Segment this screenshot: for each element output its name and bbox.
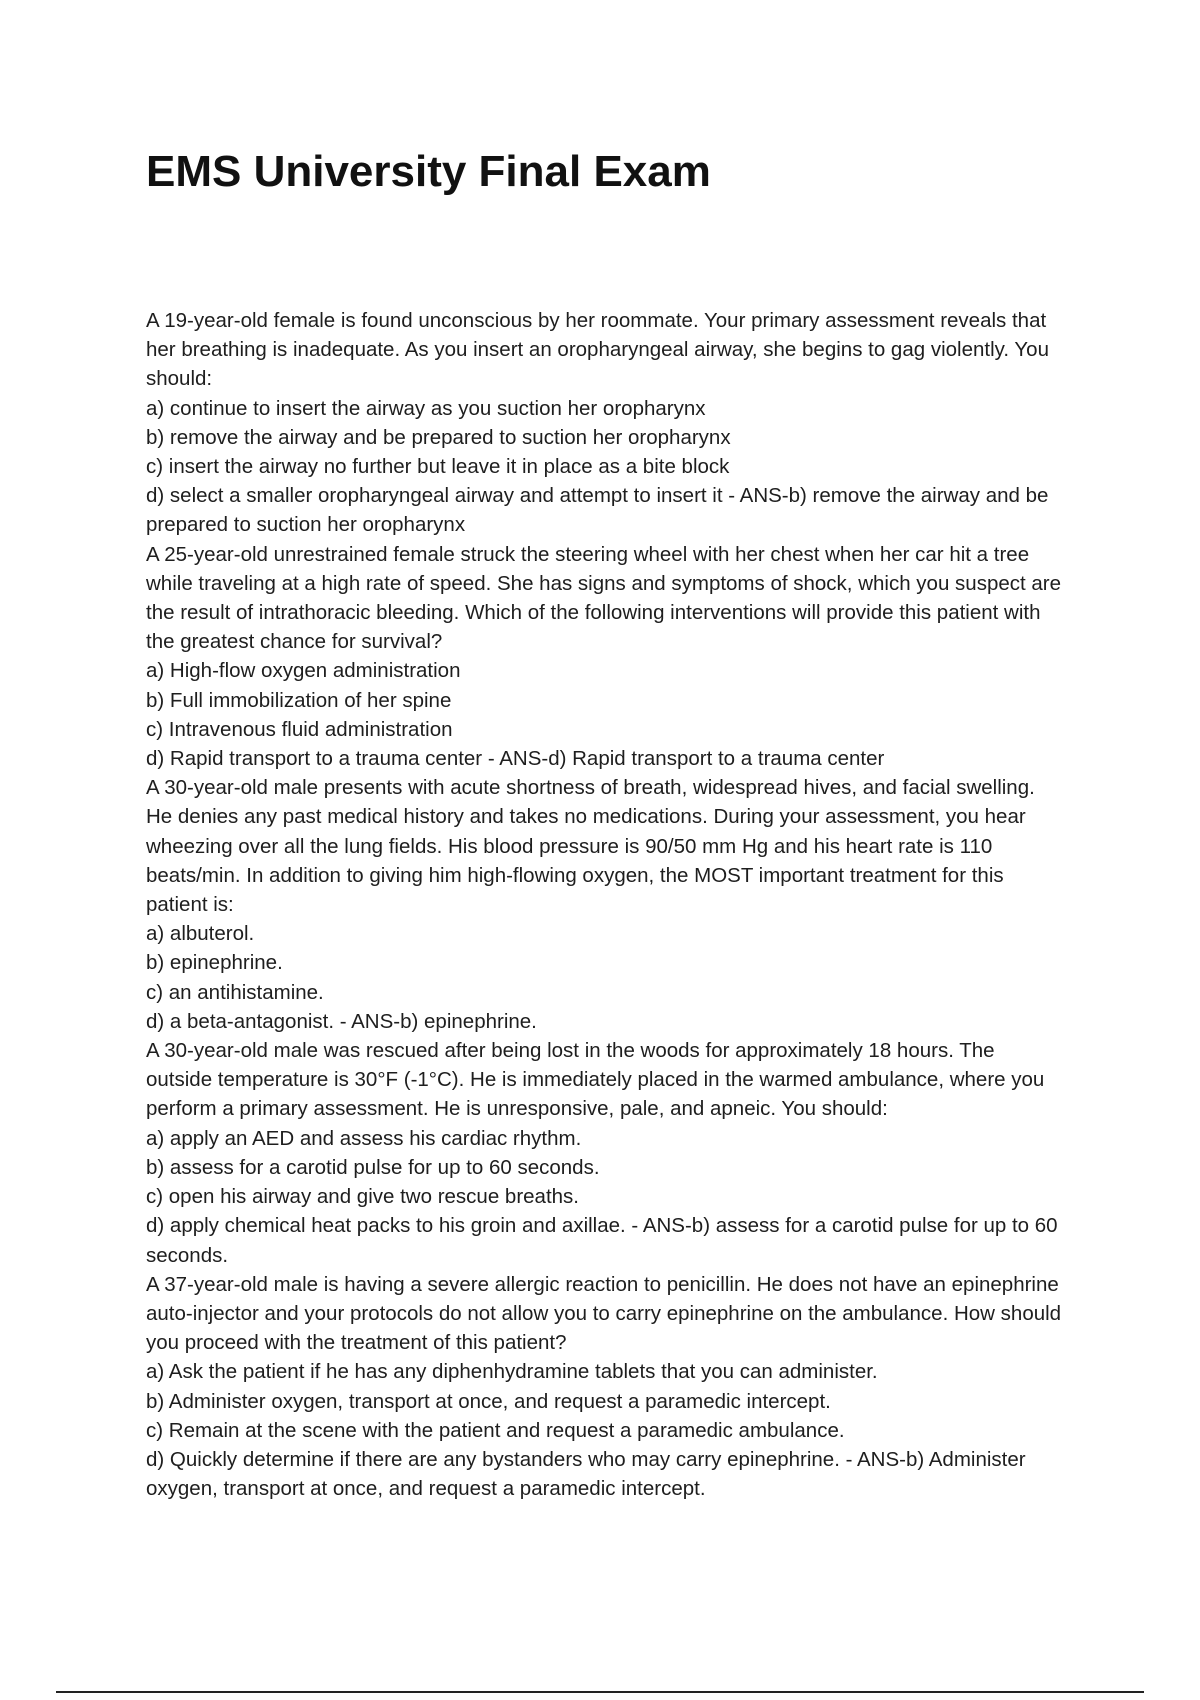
answer-option: c) Remain at the scene with the patient and request a paramedic ambulance.	[146, 1418, 845, 1442]
question-stem: A 30-year-old male presents with acute shortness of breath, widespread hives, and facial swelling. He denies any past medical history and takes no medications. During your assessment, you hear wheezing over all the lung fields. His blood pressure is 90/50 mm Hg and his heart rate is 110 beats/min. In addition to giving him high-flowing oxygen, the MOST important treatment for this patient is:	[146, 776, 1035, 917]
answer-option-with-key: d) apply chemical heat packs to his groin and axillae. - ANS-b) assess for a carotid pulse for up to 60 seconds.	[146, 1214, 1058, 1267]
question-stem: A 37-year-old male is having a severe allergic reaction to penicillin. He does not have an epinephrine auto-injector and your protocols do not allow you to carry epinephrine on the ambulance. How should you proceed with the treatment of this patient?	[146, 1272, 1062, 1355]
answer-option: a) apply an AED and assess his cardiac rhythm.	[146, 1126, 582, 1150]
answer-option: a) Ask the patient if he has any diphenhydramine tablets that you can administer.	[146, 1360, 878, 1384]
answer-option-with-key: d) select a smaller oropharyngeal airway and attempt to insert it - ANS-b) remove the airway and be prepared to suction her oropharynx	[146, 484, 1049, 537]
question-stem: A 25-year-old unrestrained female struck the steering wheel with her chest when her car hit a tree while traveling at a high rate of speed. She has signs and symptoms of shock, which you suspect are the result of intrathoracic bleeding. Which of the following interventions will provide this patient with the greatest chance for survival?	[146, 542, 1062, 654]
answer-option: b) Administer oxygen, transport at once, and request a paramedic intercept.	[146, 1389, 831, 1413]
question-5	[146, 1270, 1066, 1504]
question-3	[146, 773, 1066, 1036]
answer-option: a) continue to insert the airway as you suction her oropharynx	[146, 396, 706, 420]
answer-option: c) Intravenous fluid administration	[146, 717, 453, 741]
question-1	[146, 306, 1066, 540]
question-stem: A 19-year-old female is found unconscious by her roommate. Your primary assessment reveals that her breathing is inadequate. As you insert an oropharyngeal airway, she begins to gag violently. You should:	[146, 309, 1049, 391]
answer-option: c) open his airway and give two rescue breaths.	[146, 1185, 580, 1209]
answer-option: c) an antihistamine.	[146, 980, 324, 1004]
answer-option: b) Full immobilization of her spine	[146, 688, 452, 712]
question-2	[146, 540, 1066, 774]
answer-option: b) epinephrine.	[146, 951, 283, 975]
footer-divider	[56, 1691, 1144, 1693]
answer-option: b) remove the airway and be prepared to suction her oropharynx	[146, 425, 731, 449]
answer-option-with-key: d) a beta-antagonist. - ANS-b) epinephrine.	[146, 1009, 537, 1033]
answer-option: b) assess for a carotid pulse for up to 60 seconds.	[146, 1155, 600, 1179]
answer-option: c) insert the airway no further but leave it in place as a bite block	[146, 455, 730, 479]
answer-option-with-key: d) Rapid transport to a trauma center - ANS-d) Rapid transport to a trauma center	[146, 747, 885, 771]
question-stem: A 30-year-old male was rescued after being lost in the woods for approximately 18 hours. The outside temperature is 30°F (-1°C). He is immediately placed in the warmed ambulance, where you perform a primary assessment. He is unresponsive, pale, and apneic. You should:	[146, 1039, 1045, 1121]
answer-option-with-key: d) Quickly determine if there are any bystanders who may carry epinephrine. - ANS-b) Administer oxygen, transport at once, and request a paramedic intercept.	[146, 1447, 1026, 1501]
page-title: EMS University Final Exam	[146, 147, 711, 196]
question-4	[146, 1036, 1066, 1270]
answer-option: a) albuterol.	[146, 922, 255, 946]
answer-option: a) High-flow oxygen administration	[146, 659, 461, 683]
exam-body	[146, 306, 1066, 1503]
